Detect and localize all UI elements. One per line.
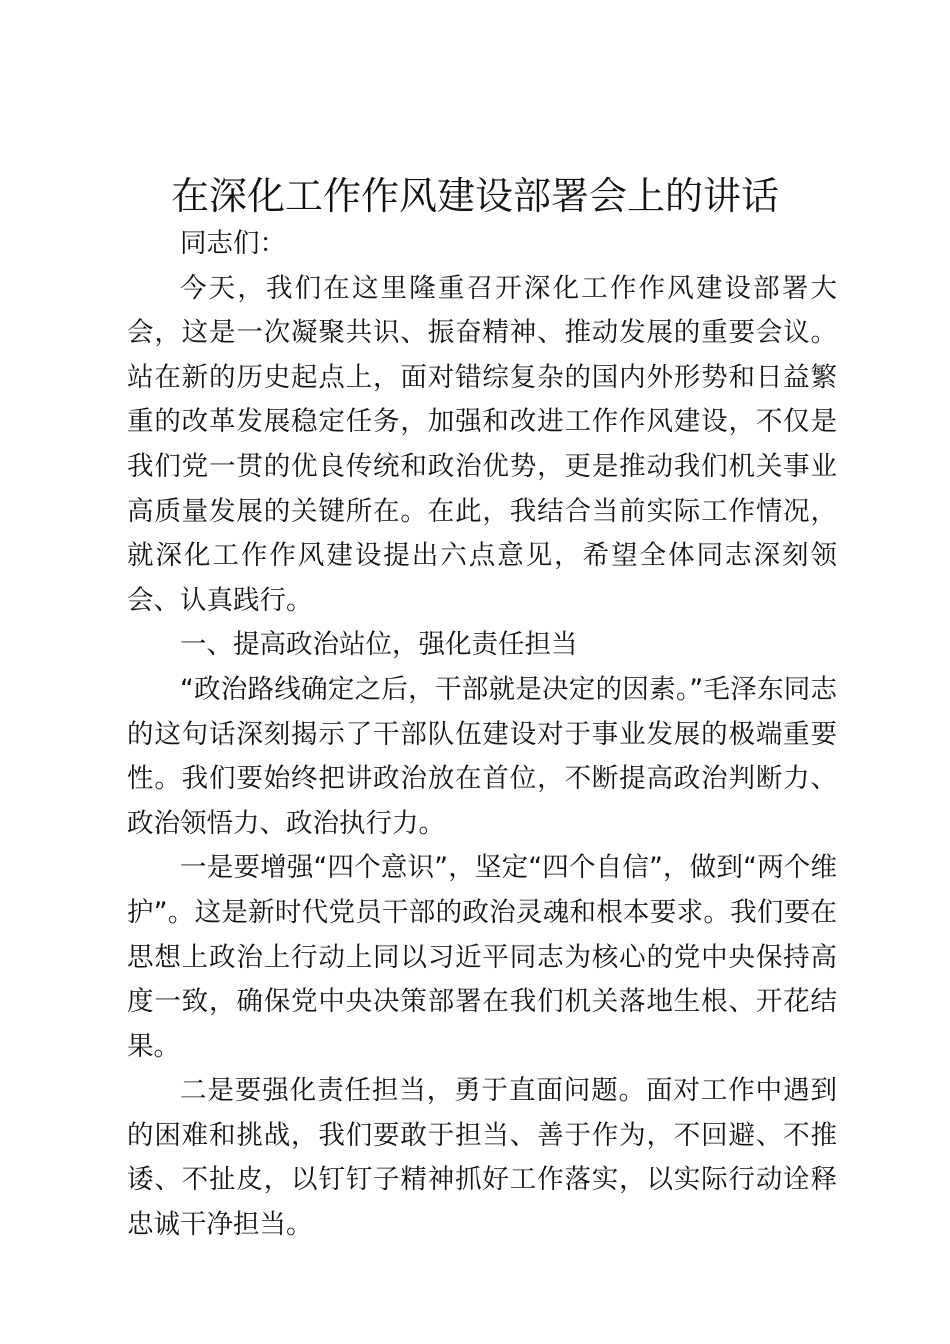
- paragraph-intro: 今天，我们在这里隆重召开深化工作作风建设部署大会，这是一次凝聚共识、振奋精神、推动发展的重要会议。站在新的历史起点上，面对错综复杂的国内外形势和日益繁重的改革发展稳定任务，加强和改进工作作风建设，不仅是我们党一贯的优良传统和政治优势，更是推动我们机关事业高质量发展的关键所在。在此，我结合当前实际工作情况，就深化工作作风建设提出六点意见，希望全体同志深刻领会、认真践行。: [127, 272, 837, 616]
- paragraph-point-one: 一是要增强“四个意识”，坚定“四个自信”，做到“两个维护”。这是新时代党员干部的政治灵魂和根本要求。我们要在思想上政治上行动上同以习近平同志为核心的党中央保持高度一致，确保党中央决策部署在我们机关落地生根、开花结果。: [127, 852, 837, 1062]
- section-heading: 一、提高政治站位，强化责任担当: [180, 629, 578, 661]
- paragraph-point-two: 二是要强化责任担当，勇于直面问题。面对工作中遇到的困难和挑战，我们要敢于担当、善于作为，不回避、不推诿、不扯皮，以钉钉子精神抓好工作落实，以实际行动诠释忠诚干净担当。: [127, 1075, 837, 1241]
- greeting: 同志们：: [180, 228, 286, 259]
- document-title: 在深化工作作风建设部署会上的讲话: [170, 174, 779, 218]
- document-body: [127, 222, 837, 1248]
- paragraph-quote: “政治路线确定之后，干部就是决定的因素。”毛泽东同志的这句话深刻揭示了干部队伍建设对于事业发展的极端重要性。我们要始终把讲政治放在首位，不断提高政治判断力、政治领悟力、政治执行力。: [127, 673, 837, 839]
